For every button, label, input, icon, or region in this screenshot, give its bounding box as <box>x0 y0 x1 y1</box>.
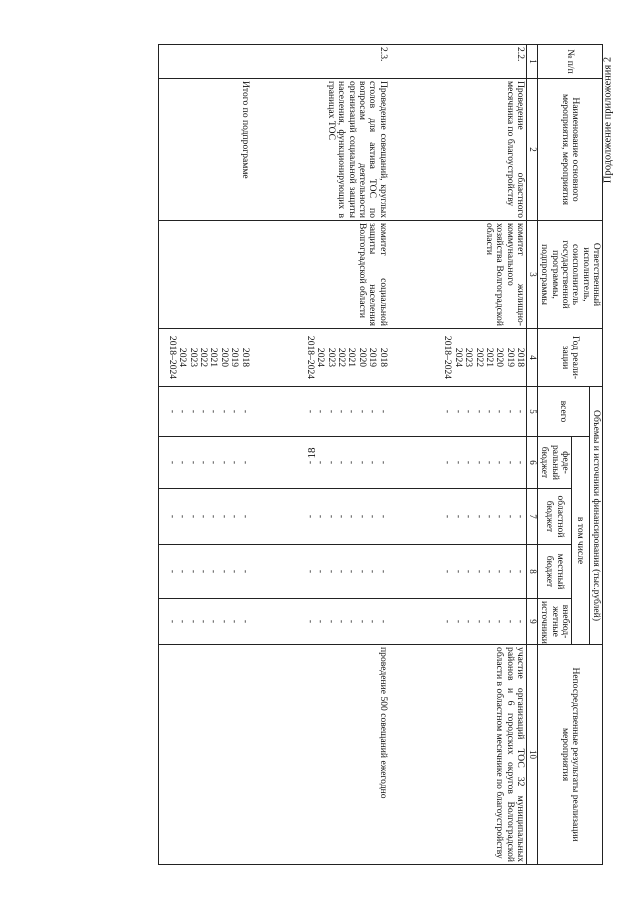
local-value: - <box>515 569 527 574</box>
row-result: участие организаций ТОС 32 муниципальных районов и 6 городских округов Волгоградской области в областном месячнике по благоустройству <box>389 645 527 865</box>
extra-value: - <box>377 619 389 624</box>
column-number: 6 <box>527 437 538 489</box>
year-value: 2019 <box>367 347 379 368</box>
federal-value: - <box>336 460 348 465</box>
regional-value: - <box>494 514 506 519</box>
header-results: Непосредственные результаты реализации мероприятия <box>537 645 602 865</box>
federal-value: - <box>239 460 251 465</box>
total-value: - <box>367 409 379 414</box>
regional-value: - <box>166 514 178 519</box>
local-value: - <box>463 569 475 574</box>
column-number: 10 <box>527 645 538 865</box>
row-years <box>389 329 527 387</box>
regional-value: - <box>325 514 337 519</box>
row-local <box>389 545 527 599</box>
local-value: - <box>483 569 495 574</box>
row-executor: комитет социальной защиты населения Волгоградской области <box>251 221 389 329</box>
year-value: 2021 <box>208 347 220 368</box>
local-value: - <box>229 569 241 574</box>
regional-value: - <box>515 514 527 519</box>
row-result <box>159 645 251 865</box>
row-total <box>251 387 389 437</box>
total-value: - <box>208 409 220 414</box>
federal-value: - <box>473 460 485 465</box>
column-number: 2 <box>527 79 538 221</box>
header-total: всего <box>537 387 589 437</box>
table-row <box>159 45 251 865</box>
total-value: - <box>229 409 241 414</box>
federal-value: - <box>218 460 230 465</box>
row-num: 2.3. <box>251 45 389 79</box>
total-value: - <box>166 409 178 414</box>
federal-value: - <box>367 460 379 465</box>
table-row <box>251 45 389 865</box>
table-body <box>159 45 527 865</box>
federal-value: - <box>356 460 368 465</box>
federal-value: - <box>504 460 516 465</box>
extra-value: - <box>494 619 506 624</box>
regional-value: - <box>463 514 475 519</box>
extra-value: - <box>515 619 527 624</box>
local-value: - <box>187 569 199 574</box>
year-value: 2018–2024 <box>304 335 316 380</box>
row-regional <box>251 489 389 545</box>
column-number: 3 <box>527 221 538 329</box>
local-value: - <box>177 569 189 574</box>
row-extra <box>389 599 527 645</box>
regional-value: - <box>315 514 327 519</box>
row-executor: комитет жилищно-коммунального хозяйства Волгоградской области <box>389 221 527 329</box>
row-name: Проведение областного месячника по благоустройству <box>389 79 527 221</box>
total-value: - <box>494 409 506 414</box>
appendix-label: Продолжение приложения 2 <box>602 56 614 184</box>
local-value: - <box>452 569 464 574</box>
total-value: - <box>504 409 516 414</box>
local-value: - <box>367 569 379 574</box>
local-value: - <box>239 569 251 574</box>
year-value: 2024 <box>177 347 189 368</box>
extra-value: - <box>177 619 189 624</box>
federal-value: - <box>315 460 327 465</box>
year-value: 2021 <box>483 347 495 368</box>
federal-value: - <box>177 460 189 465</box>
total-value: - <box>473 409 485 414</box>
header-extra: внебюд-жетные источники <box>537 599 571 645</box>
header-name: Наименование основного мероприятия, мероприятия <box>537 79 602 221</box>
year-value: 2024 <box>452 347 464 368</box>
federal-value: - <box>442 460 454 465</box>
extra-value: - <box>367 619 379 624</box>
total-value: - <box>483 409 495 414</box>
year-value: 2021 <box>346 347 358 368</box>
local-value: - <box>442 569 454 574</box>
extra-value: - <box>325 619 337 624</box>
row-regional <box>159 489 251 545</box>
local-value: - <box>304 569 316 574</box>
federal-value: - <box>452 460 464 465</box>
extra-value: - <box>208 619 220 624</box>
local-value: - <box>208 569 220 574</box>
regional-value: - <box>473 514 485 519</box>
federal-value: - <box>463 460 475 465</box>
year-value: 2018 <box>239 347 251 368</box>
total-value: - <box>177 409 189 414</box>
federal-value: - <box>166 460 178 465</box>
page-number: 18 <box>306 447 318 459</box>
federal-value: - <box>494 460 506 465</box>
row-extra <box>159 599 251 645</box>
year-value: 2020 <box>356 347 368 368</box>
row-name: Итого по подпрограмме <box>159 79 251 221</box>
federal-value: - <box>377 460 389 465</box>
column-number: 4 <box>527 329 538 387</box>
regional-value: - <box>304 514 316 519</box>
row-total <box>159 387 251 437</box>
row-name: Проведение совещаний, круглых столов для актива ТОС по вопросам деятельности организаций социальной защиты населения, функционирующих в границах ТОС <box>251 79 389 221</box>
row-local <box>159 545 251 599</box>
regional-value: - <box>367 514 379 519</box>
row-result: проведение 500 совещаний ежегодно <box>251 645 389 865</box>
regional-value: - <box>198 514 210 519</box>
total-value: - <box>452 409 464 414</box>
total-value: - <box>187 409 199 414</box>
total-value: - <box>515 409 527 414</box>
header-including: в том числе <box>571 437 589 645</box>
total-value: - <box>442 409 454 414</box>
regional-value: - <box>218 514 230 519</box>
total-value: - <box>239 409 251 414</box>
header-regional: областной бюджет <box>537 489 571 545</box>
row-num <box>159 45 251 79</box>
federal-value: - <box>515 460 527 465</box>
header-year: Год реали-зации <box>537 329 602 387</box>
year-value: 2023 <box>187 347 199 368</box>
regional-value: - <box>187 514 199 519</box>
extra-value: - <box>229 619 241 624</box>
row-federal <box>159 437 251 489</box>
row-extra <box>251 599 389 645</box>
extra-value: - <box>218 619 230 624</box>
regional-value: - <box>208 514 220 519</box>
federal-value: - <box>346 460 358 465</box>
header-num: № п/п <box>537 45 602 79</box>
column-number: 7 <box>527 489 538 545</box>
regional-value: - <box>177 514 189 519</box>
total-value: - <box>346 409 358 414</box>
local-value: - <box>218 569 230 574</box>
local-value: - <box>325 569 337 574</box>
local-value: - <box>346 569 358 574</box>
federal-value: - <box>229 460 241 465</box>
federal-value: - <box>483 460 495 465</box>
local-value: - <box>336 569 348 574</box>
extra-value: - <box>315 619 327 624</box>
federal-value: - <box>304 460 316 465</box>
total-value: - <box>325 409 337 414</box>
federal-value: - <box>325 460 337 465</box>
year-value: 2022 <box>473 347 485 368</box>
local-value: - <box>494 569 506 574</box>
year-value: 2022 <box>198 347 210 368</box>
column-number: 9 <box>527 599 538 645</box>
local-value: - <box>356 569 368 574</box>
regional-value: - <box>483 514 495 519</box>
federal-value: - <box>198 460 210 465</box>
local-value: - <box>166 569 178 574</box>
regional-value: - <box>452 514 464 519</box>
extra-value: - <box>504 619 516 624</box>
total-value: - <box>304 409 316 414</box>
total-value: - <box>218 409 230 414</box>
total-value: - <box>463 409 475 414</box>
funding-table <box>158 44 603 865</box>
year-value: 2018–2024 <box>166 335 178 380</box>
local-value: - <box>198 569 210 574</box>
year-value: 2018–2024 <box>442 335 454 380</box>
row-years <box>251 329 389 387</box>
total-value: - <box>336 409 348 414</box>
row-regional <box>389 489 527 545</box>
total-value: - <box>198 409 210 414</box>
table-row <box>389 45 527 865</box>
year-value: 2023 <box>463 347 475 368</box>
year-value: 2023 <box>325 347 337 368</box>
header-local: местный бюджет <box>537 545 571 599</box>
row-local <box>251 545 389 599</box>
extra-value: - <box>198 619 210 624</box>
total-value: - <box>315 409 327 414</box>
local-value: - <box>315 569 327 574</box>
row-federal <box>389 437 527 489</box>
rotated-table-page <box>63 44 603 864</box>
local-value: - <box>473 569 485 574</box>
regional-value: - <box>442 514 454 519</box>
total-value: - <box>356 409 368 414</box>
extra-value: - <box>304 619 316 624</box>
year-value: 2020 <box>218 347 230 368</box>
row-executor <box>159 221 251 329</box>
local-value: - <box>377 569 389 574</box>
regional-value: - <box>229 514 241 519</box>
header-funding: Объемы и источники финансирования (тыс.рублей) <box>589 387 602 645</box>
total-value: - <box>377 409 389 414</box>
column-number: 8 <box>527 545 538 599</box>
extra-value: - <box>239 619 251 624</box>
year-value: 2018 <box>515 347 527 368</box>
extra-value: - <box>483 619 495 624</box>
extra-value: - <box>187 619 199 624</box>
regional-value: - <box>336 514 348 519</box>
header-executor: Ответственный исполнитель, соисполнитель государственной программы, подпрограммы <box>537 221 602 329</box>
extra-value: - <box>166 619 178 624</box>
federal-value: - <box>187 460 199 465</box>
regional-value: - <box>356 514 368 519</box>
regional-value: - <box>346 514 358 519</box>
regional-value: - <box>239 514 251 519</box>
regional-value: - <box>504 514 516 519</box>
column-number: 5 <box>527 387 538 437</box>
extra-value: - <box>452 619 464 624</box>
extra-value: - <box>442 619 454 624</box>
federal-value: - <box>208 460 220 465</box>
row-federal <box>251 437 389 489</box>
row-num: 2.2. <box>389 45 527 79</box>
year-value: 2018 <box>377 347 389 368</box>
row-years <box>159 329 251 387</box>
regional-value: - <box>377 514 389 519</box>
header-federal: феде-ральный бюджет <box>537 437 571 489</box>
extra-value: - <box>473 619 485 624</box>
row-total <box>389 387 527 437</box>
year-value: 2020 <box>494 347 506 368</box>
year-value: 2019 <box>229 347 241 368</box>
local-value: - <box>504 569 516 574</box>
year-value: 2022 <box>336 347 348 368</box>
extra-value: - <box>336 619 348 624</box>
extra-value: - <box>346 619 358 624</box>
extra-value: - <box>356 619 368 624</box>
column-number: 1 <box>527 45 538 79</box>
year-value: 2019 <box>504 347 516 368</box>
extra-value: - <box>463 619 475 624</box>
year-value: 2024 <box>315 347 327 368</box>
